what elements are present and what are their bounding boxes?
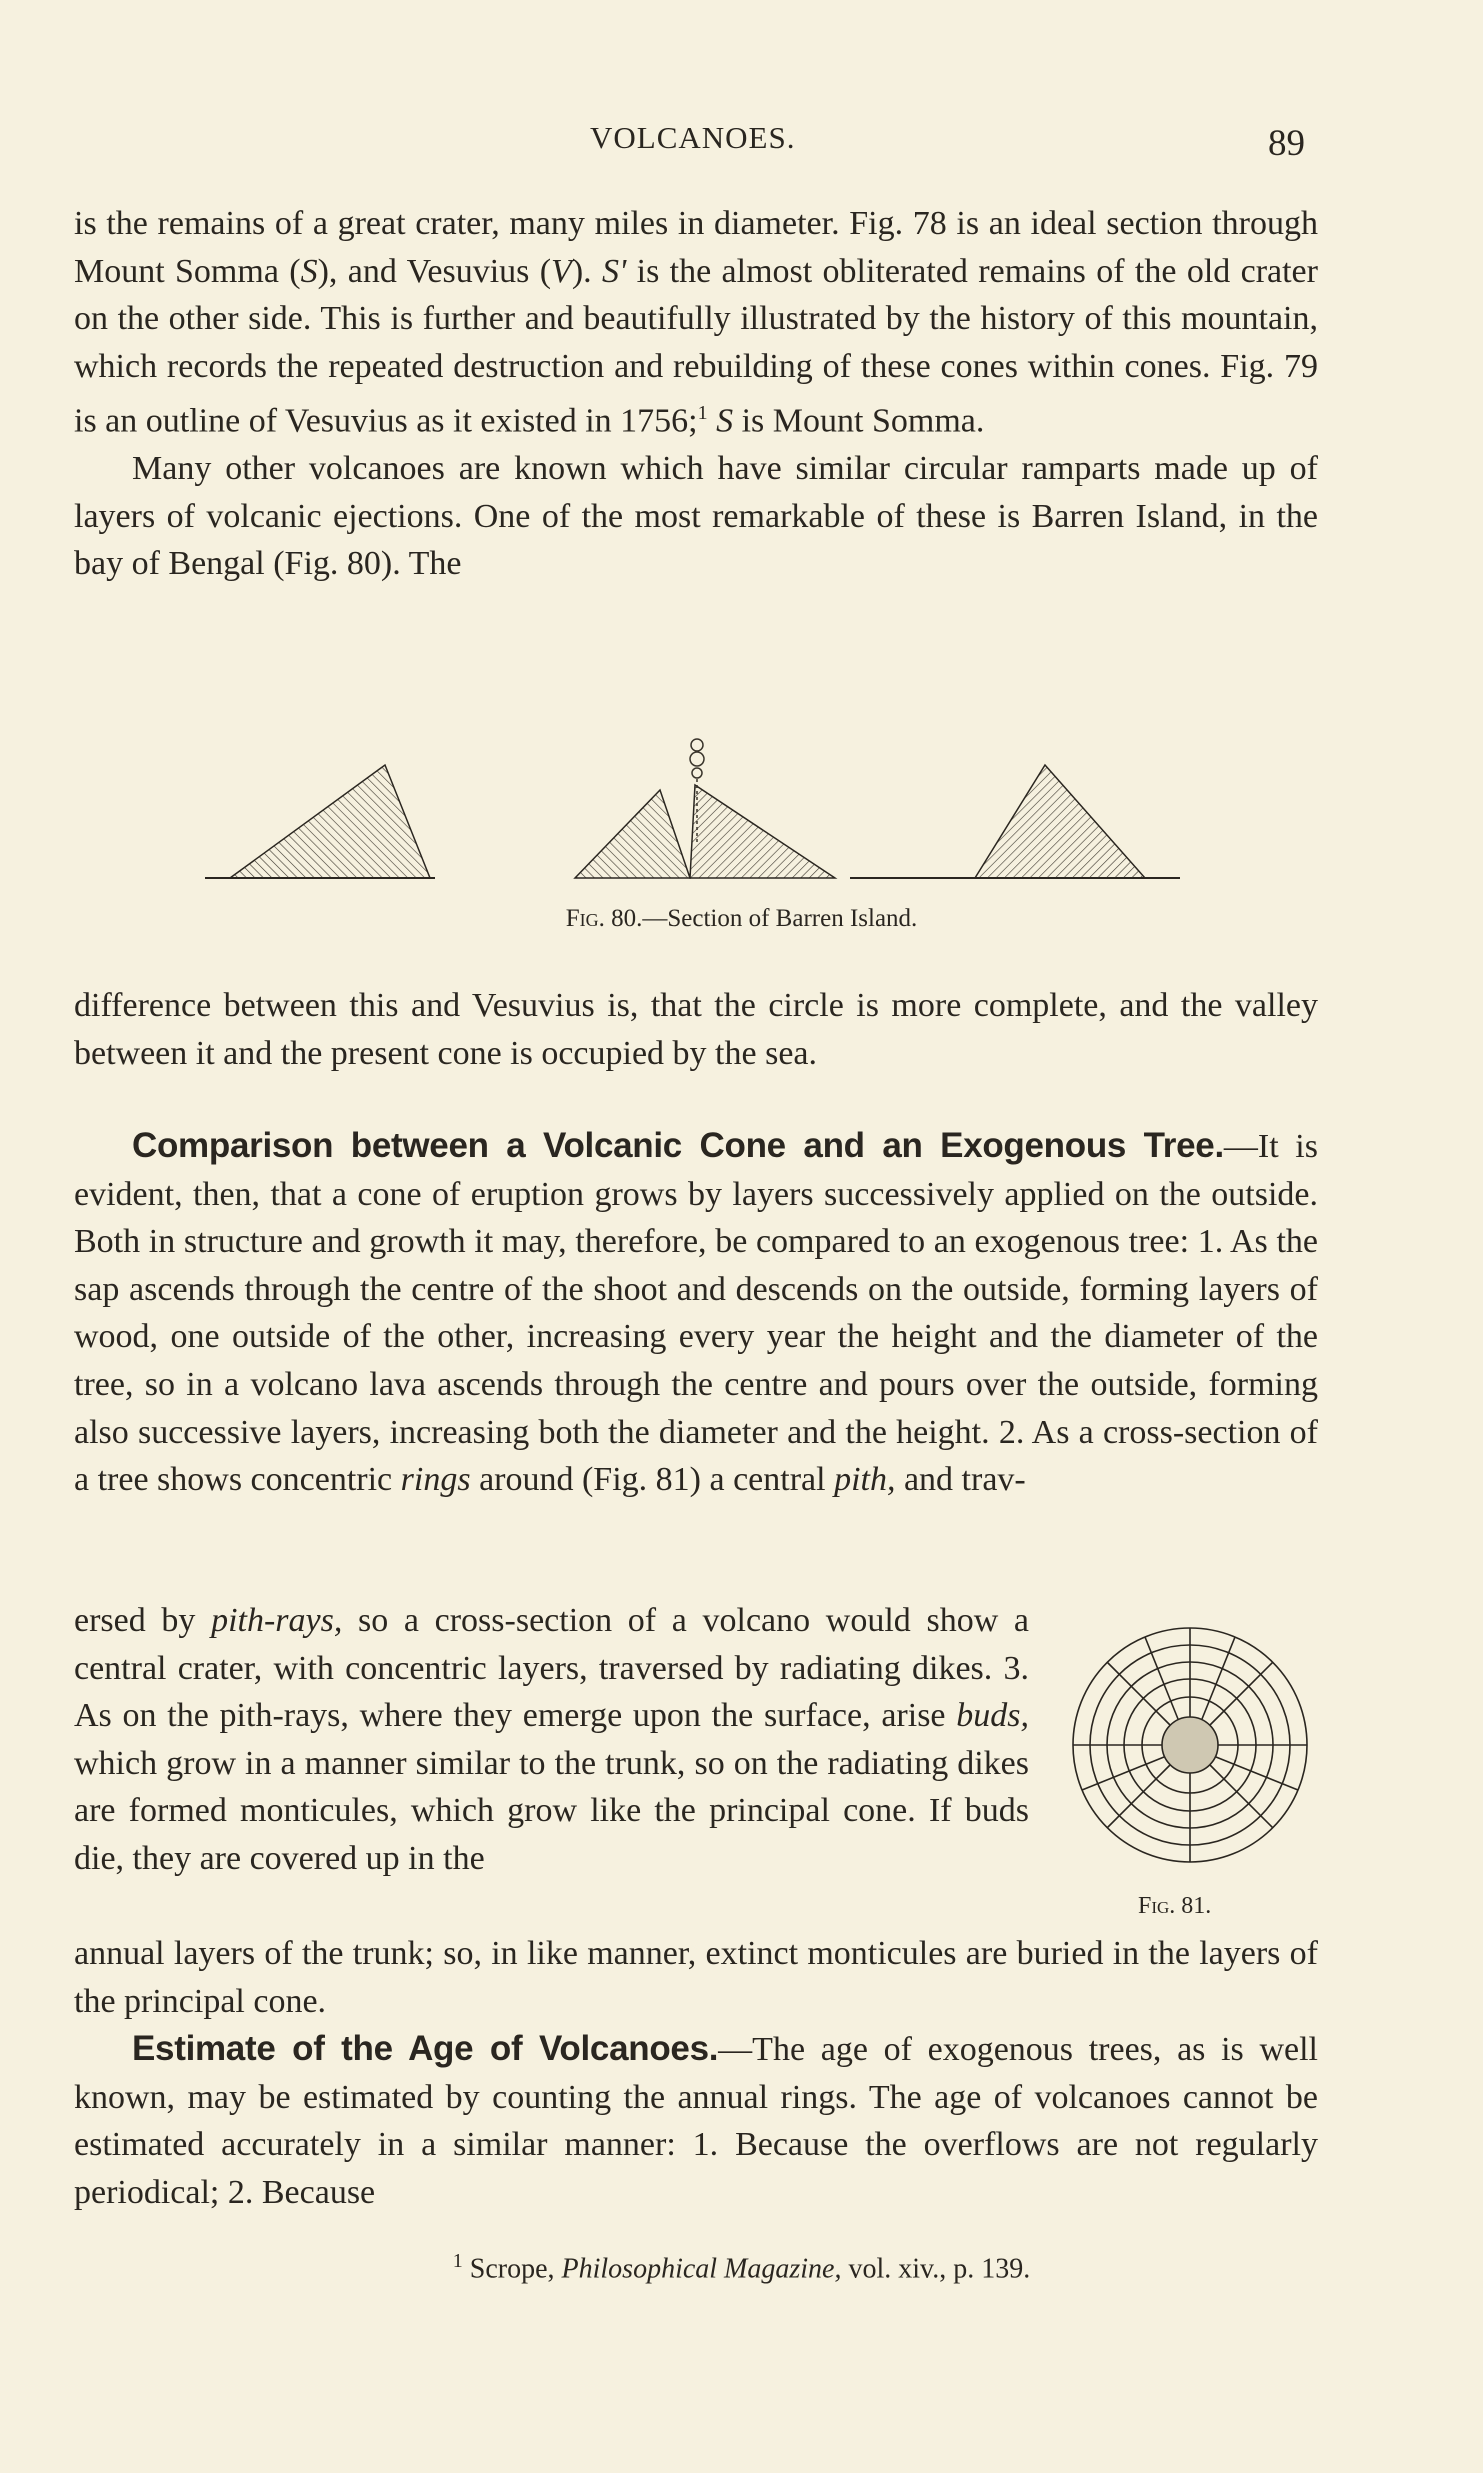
- footnote: $^1$ Scrope, Philosophical Magazine, vol. xiv., p. 139.: [452, 2250, 1031, 2285]
- page-number: 89: [1268, 123, 1305, 164]
- outer-rim-right: [975, 765, 1145, 878]
- text-block-intro: [74, 200, 1318, 588]
- section-heading-estimate-age: Estimate of the Age of Volcanoes.: [132, 2029, 719, 2069]
- wrapped-text-beside-figure: [74, 1597, 1029, 1883]
- paragraph-annual-layers: annual layers of the trunk; so, in like manner, extinct monticules are buried in the layers of the principal cone.: [74, 1935, 1318, 2020]
- footnote-ref: 1: [697, 402, 708, 425]
- outer-rim-left: [230, 765, 430, 878]
- paragraph-pith-rays: ersed by pith-rays, so a cross-section of a volcano would show a central crater, with concentric layers, traversed by radiating dikes. 3. As on the pith-rays, where they emerge upon the surface, arise buds, which grow in a manner similar to the trunk, so on the radiating dikes are formed monticules, which grow like the principal cone. If buds die, they are covered up in the: [74, 1602, 1029, 1877]
- figure-80-barren-island-section: [205, 735, 1185, 885]
- central-cone-right: [690, 785, 835, 878]
- text-block-bottom: [74, 1930, 1318, 2217]
- figure-80-caption: Fig. 80.—Section of Barren Island.: [565, 905, 918, 932]
- running-title: VOLCANOES.: [590, 120, 796, 155]
- paragraph-estimate-age: Estimate of the Age of Volcanoes.—The age of exogenous trees, as is well known, may be estimated by counting the annual rings. The age of volcanoes cannot be estimated accurately in a similar manner: 1. Because the overflows are not regularly periodical; 2. Because: [74, 2029, 1319, 2211]
- paragraph-difference: difference between this and Vesuvius is, that the circle is more complete, and the valley between it and the present cone is occupied by the sea.: [74, 987, 1318, 1072]
- figure-81-caption: Fig. 81.: [1138, 1893, 1212, 1919]
- paragraph-barren-island: Many other volcanoes are known which have similar circular ramparts made up of layers of volcanic ejections. One of the most remarkable of these is Barren Island, in the bay of Bengal (Fig. 80). The: [74, 450, 1318, 583]
- page-header: [0, 112, 1483, 162]
- central-cone-left: [575, 790, 690, 878]
- section-heading-comparison: Comparison between a Volcanic Cone and an Exogenous Tree.: [132, 1126, 1224, 1165]
- section-comparison: [74, 1122, 1318, 1504]
- paragraph-somma: is the remains of a great crater, many miles in diameter. Fig. 78 is an ideal section through Mount Somma (S), and Vesuvius (V). S' is the almost obliterated remains of the old crater on the other side. This is further and beautifully illustrated by the history of this mountain, which records the repeated destruction and rebuilding of these cones within cones. Fig. 79 is an outline of Vesuvius as it existed in 1756;$^1$ S is Mount Somma.: [74, 205, 1318, 440]
- text-block-difference: [74, 982, 1318, 1077]
- paragraph-comparison: Comparison between a Volcanic Cone and an Exogenous Tree.—It is evident, then, that a cone of eruption grows by layers successively applied on the outside. Both in structure and growth it may, therefore, be compared to an exogenous tree: 1. As the sap ascends through the centre of the shoot and descends on the outside, forming layers of wood, one outside of the other, increasing every year the height and the diameter of the tree, so in a volcano lava ascends through the centre and pours over the outside, forming also successive layers, increasing both the diameter and the height. 2. As a cross-section of a tree shows concentric rings around (Fig. 81) a central pith, and trav-: [74, 1126, 1318, 1499]
- figure-81-tree-cross-section: [1065, 1620, 1315, 1870]
